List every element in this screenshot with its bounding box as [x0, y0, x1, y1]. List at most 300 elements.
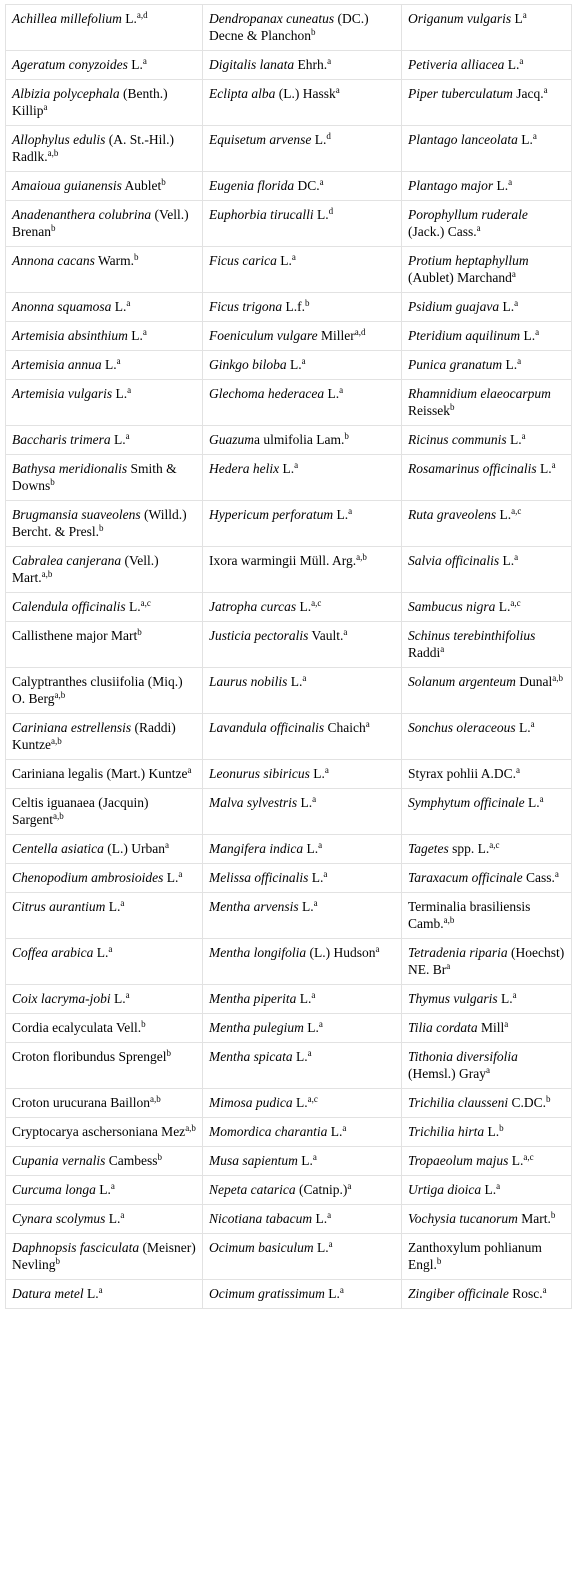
- species-cell: [402, 1234, 572, 1280]
- reference-superscript: b: [450, 402, 455, 412]
- species-cell: [402, 1043, 572, 1089]
- species-name: Melissa officinalis: [209, 870, 309, 885]
- authority-text: L.: [111, 299, 127, 314]
- authority-text: L.: [520, 328, 536, 343]
- species-name: Ginkgo biloba: [209, 357, 287, 372]
- authority-text: Dunal: [515, 674, 553, 689]
- reference-superscript: a: [440, 644, 445, 654]
- reference-superscript: b: [99, 523, 104, 533]
- species-cell: [6, 1014, 203, 1043]
- table-row: [6, 547, 572, 593]
- table-row: [6, 380, 572, 426]
- reference-superscript: a,b: [149, 1094, 161, 1104]
- species-name: Rosamarinus officinalis: [408, 461, 537, 476]
- reference-superscript: a: [311, 990, 316, 1000]
- reference-superscript: a,c: [489, 840, 500, 850]
- species-name: Sambucus nigra: [408, 599, 496, 614]
- species-cell: [203, 985, 402, 1014]
- species-cell: [203, 593, 402, 622]
- species-name: Allophylus edulis: [12, 132, 106, 147]
- reference-superscript: a: [508, 177, 513, 187]
- authority-text: L.: [484, 1124, 500, 1139]
- table-row: [6, 789, 572, 835]
- species-cell: [203, 293, 402, 322]
- reference-superscript: a,b: [50, 736, 62, 746]
- species-cell: [402, 51, 572, 80]
- species-cell: [402, 593, 572, 622]
- reference-superscript: a: [519, 56, 524, 66]
- species-cell: [6, 789, 203, 835]
- species-name: Coffea arabica: [12, 945, 94, 960]
- species-name: Euphorbia tirucalli: [209, 207, 314, 222]
- authority-text: (Raddi) Kuntze: [12, 720, 176, 752]
- species-cell: [203, 835, 402, 864]
- species-cell: [402, 322, 572, 351]
- authority-text: L.: [83, 1286, 99, 1301]
- authority-text: (L.) Urban: [103, 841, 165, 856]
- table-row: [6, 293, 572, 322]
- reference-superscript: b: [436, 1256, 442, 1266]
- reference-superscript: a: [327, 56, 332, 66]
- species-cell: [203, 1234, 402, 1280]
- reference-superscript: a: [365, 719, 370, 729]
- species-name: Annona cacans: [12, 253, 95, 268]
- reference-superscript: a: [120, 898, 125, 908]
- species-name: Anadenanthera colubrina: [12, 207, 152, 222]
- reference-superscript: a: [312, 794, 317, 804]
- authority-text: Calyptranthes clusiifolia (Miq.) O. Berg: [12, 674, 183, 706]
- species-cell: [402, 714, 572, 760]
- table-row: [6, 939, 572, 985]
- species-cell: [203, 1043, 402, 1089]
- species-name: Guazum: [209, 432, 255, 447]
- authority-text: L.: [105, 899, 121, 914]
- species-cell: [6, 864, 203, 893]
- species-cell: [203, 126, 402, 172]
- authority-text: Terminalia brasiliensis Camb.: [408, 899, 531, 931]
- species-name: Ficus carica: [209, 253, 277, 268]
- species-cell: [203, 247, 402, 293]
- authority-text: L.: [504, 57, 520, 72]
- species-name: Ocimum gratissimum: [209, 1286, 325, 1301]
- reference-superscript: a,c: [510, 598, 521, 608]
- species-name: Nicotiana tabacum: [209, 1211, 313, 1226]
- reference-superscript: b: [161, 177, 166, 187]
- species-cell: [203, 760, 402, 789]
- reference-superscript: b: [550, 1210, 556, 1220]
- reference-superscript: b: [50, 477, 55, 487]
- species-name: Dendropanax cuneatus: [209, 11, 335, 26]
- authority-text: L.: [93, 945, 109, 960]
- authority-text: L.: [481, 1182, 497, 1197]
- authority-text: Cordia ecalyculata Vell.: [12, 1020, 142, 1035]
- authority-text: L.: [308, 870, 324, 885]
- authority-text: L.: [495, 599, 511, 614]
- reference-superscript: b: [499, 1123, 504, 1133]
- table-row: [6, 51, 572, 80]
- species-name: Tropaeolum majus: [408, 1153, 509, 1168]
- species-cell: [402, 1147, 572, 1176]
- species-cell: [203, 547, 402, 593]
- species-cell: [203, 201, 402, 247]
- authority-text: Mart.: [517, 1211, 551, 1226]
- table-row: [6, 201, 572, 247]
- species-name: Artemisia absinthium: [12, 328, 128, 343]
- authority-text: L.: [127, 57, 143, 72]
- species-name: Mentha longifolia: [209, 945, 307, 960]
- authority-text: Cass.: [522, 870, 555, 885]
- table-row: [6, 1043, 572, 1089]
- species-cell: [6, 322, 203, 351]
- species-name: Centella asiatica: [12, 841, 104, 856]
- reference-superscript: a: [126, 298, 131, 308]
- reference-superscript: b: [134, 252, 139, 262]
- species-cell: [203, 1147, 402, 1176]
- species-name: Plantago lanceolata: [408, 132, 518, 147]
- species-cell: [402, 622, 572, 668]
- species-cell: [402, 501, 572, 547]
- reference-superscript: a: [318, 840, 323, 850]
- table-row: [6, 426, 572, 455]
- species-cell: [6, 501, 203, 547]
- reference-superscript: a: [542, 1285, 547, 1295]
- authority-text: L.: [499, 299, 515, 314]
- authority-text: L.: [163, 870, 179, 885]
- species-cell: [402, 5, 572, 51]
- species-name: Trichilia hirta: [408, 1124, 485, 1139]
- species-cell: [402, 247, 572, 293]
- species-name: Citrus aurantium: [12, 899, 106, 914]
- species-name: Coix lacryma-jobi: [12, 991, 111, 1006]
- species-cell: [402, 835, 572, 864]
- authority-text: (Hemsl.) Gray: [408, 1066, 486, 1081]
- authority-text: L.: [303, 1020, 319, 1035]
- species-name: Solanum argenteum: [408, 674, 516, 689]
- table-row: [6, 5, 572, 51]
- species-cell: [203, 939, 402, 985]
- authority-text: Ixora warmingii Müll. Arg.: [209, 553, 357, 568]
- species-name: Cupania vernalis: [12, 1153, 106, 1168]
- species-name: Sonchus oleraceous: [408, 720, 516, 735]
- species-name: Justicia pectoralis: [209, 628, 309, 643]
- species-name: Cynara scolymus: [12, 1211, 106, 1226]
- table-row: [6, 1280, 572, 1309]
- reference-superscript: a: [348, 506, 353, 516]
- species-cell: [6, 760, 203, 789]
- authority-text: (Benth.) Killip: [12, 86, 168, 118]
- reference-superscript: a: [318, 1019, 323, 1029]
- reference-superscript: a,b: [47, 148, 59, 158]
- species-cell: [6, 939, 203, 985]
- reference-superscript: a,d: [354, 327, 366, 337]
- authority-text: Reissek: [408, 403, 450, 418]
- authority-text: L.: [110, 991, 126, 1006]
- authority-text: L.: [127, 328, 143, 343]
- species-name: Artemisia annua: [12, 357, 102, 372]
- reference-superscript: a: [539, 794, 544, 804]
- species-cell: [203, 172, 402, 201]
- species-name: Daphnopsis fasciculata: [12, 1240, 140, 1255]
- authority-text: (L.) Hudson: [306, 945, 376, 960]
- authority-text: (Meisner) Nevling: [12, 1240, 196, 1272]
- species-name: Mentha pulegium: [209, 1020, 304, 1035]
- authority-text: L.: [324, 1286, 340, 1301]
- authority-text: (Vell.) Mart.: [12, 553, 159, 585]
- reference-superscript: b: [137, 627, 142, 637]
- reference-superscript: a: [302, 673, 307, 683]
- species-cell: [6, 80, 203, 126]
- reference-superscript: a,b: [185, 1123, 196, 1133]
- species-cell: [6, 985, 203, 1014]
- authority-text: L.: [309, 766, 325, 781]
- species-cell: [203, 322, 402, 351]
- table-row: [6, 1205, 572, 1234]
- table-row: [6, 247, 572, 293]
- species-name: Datura metel: [12, 1286, 84, 1301]
- authority-text: L.: [287, 674, 303, 689]
- authority-text: L.: [303, 841, 319, 856]
- table-row: [6, 622, 572, 668]
- species-cell: [6, 1234, 203, 1280]
- reference-superscript: b: [546, 1094, 551, 1104]
- reference-superscript: a: [178, 869, 183, 879]
- species-name: Mentha arvensis: [209, 899, 299, 914]
- species-name: Petiveria alliacea: [408, 57, 505, 72]
- species-cell: [402, 668, 572, 714]
- species-name: Eugenia florida: [209, 178, 295, 193]
- species-cell: [6, 1280, 203, 1309]
- reference-superscript: a: [343, 627, 348, 637]
- species-name: Vochysia tucanorum: [408, 1211, 518, 1226]
- reference-superscript: a,d: [136, 10, 148, 20]
- species-name: Tetradenia riparia: [408, 945, 508, 960]
- authority-text: L.: [125, 599, 141, 614]
- table-row: [6, 864, 572, 893]
- reference-superscript: a,b: [356, 552, 367, 562]
- species-name: Ficus trigona: [209, 299, 283, 314]
- authority-text: Callisthene major Mart: [12, 628, 138, 643]
- species-cell: [6, 835, 203, 864]
- species-cell: [6, 172, 203, 201]
- species-name: Ocimum basiculum: [209, 1240, 314, 1255]
- table-row: [6, 1234, 572, 1280]
- species-name: Mangifera indica: [209, 841, 304, 856]
- authority-text: Rosc.: [508, 1286, 543, 1301]
- species-cell: [6, 201, 203, 247]
- species-cell: [203, 1176, 402, 1205]
- species-cell: [6, 1176, 203, 1205]
- species-cell: [203, 893, 402, 939]
- reference-superscript: a: [313, 898, 318, 908]
- authority-text: L.: [292, 1095, 308, 1110]
- reference-superscript: a: [476, 223, 481, 233]
- species-cell: [402, 126, 572, 172]
- authority-text: Cariniana legalis (Mart.) Kuntze: [12, 766, 188, 781]
- authority-text: L.: [515, 720, 531, 735]
- authority-text: L.: [121, 11, 137, 26]
- species-name: Curcuma longa: [12, 1182, 96, 1197]
- authority-text: (Catnip.): [295, 1182, 348, 1197]
- reference-superscript: a,c: [311, 598, 322, 608]
- species-cell: [402, 351, 572, 380]
- table-row: [6, 351, 572, 380]
- authority-text: (A. St.-Hil.) Radlk.: [12, 132, 174, 164]
- authority-text: a ulmifolia Lam.: [254, 432, 345, 447]
- authority-text: L.: [296, 991, 312, 1006]
- species-name: Leonurus sibiricus: [209, 766, 310, 781]
- table-row: [6, 126, 572, 172]
- species-name: Bathysa meridionalis: [12, 461, 128, 476]
- authority-text: Miller: [317, 328, 355, 343]
- authority-text: L.: [497, 991, 513, 1006]
- species-cell: [402, 760, 572, 789]
- species-name: Calendula officinalis: [12, 599, 126, 614]
- species-cell: [203, 351, 402, 380]
- species-cell: [6, 51, 203, 80]
- authority-text: L.: [286, 357, 302, 372]
- species-cell: [203, 501, 402, 547]
- reference-superscript: a: [504, 1019, 509, 1029]
- authority-text: (Willd.) Bercht. & Presl.: [12, 507, 187, 539]
- authority-text: (Vell.) Brenan: [12, 207, 189, 239]
- species-name: Origanum vulgaris: [408, 11, 512, 26]
- table-row: [6, 1176, 572, 1205]
- authority-text: L.: [110, 432, 126, 447]
- species-cell: [6, 668, 203, 714]
- authority-text: Mill: [477, 1020, 505, 1035]
- reference-superscript: a: [512, 990, 517, 1000]
- species-cell: [402, 293, 572, 322]
- species-cell: [402, 939, 572, 985]
- species-name: Hypericum perforatum: [209, 507, 334, 522]
- species-cell: [203, 455, 402, 501]
- authority-text: Croton floribundus Sprengel: [12, 1049, 167, 1064]
- authority-text: L.: [297, 795, 313, 810]
- species-name: Ruta graveolens: [408, 507, 497, 522]
- species-name: Trichilia clausseni: [408, 1095, 509, 1110]
- authority-text: Croton urucurana Baillon: [12, 1095, 150, 1110]
- reference-superscript: a,b: [443, 915, 455, 925]
- reference-superscript: a: [328, 1239, 333, 1249]
- species-name: Schinus terebinthifolius: [408, 628, 536, 643]
- species-name: Glechoma hederacea: [209, 386, 325, 401]
- table-row: [6, 1118, 572, 1147]
- table-row: [6, 714, 572, 760]
- species-cell: [6, 247, 203, 293]
- reference-superscript: a: [108, 944, 113, 954]
- species-table: [5, 4, 572, 1309]
- reference-superscript: b: [310, 27, 316, 37]
- authority-text: (DC.) Decne & Planchon: [209, 11, 369, 43]
- species-cell: [203, 426, 402, 455]
- reference-superscript: a: [339, 1285, 344, 1295]
- reference-superscript: a: [319, 177, 324, 187]
- reference-superscript: a: [120, 1210, 125, 1220]
- table-row: [6, 501, 572, 547]
- authority-text: Ehrh.: [294, 57, 328, 72]
- reference-superscript: a,c: [511, 506, 522, 516]
- species-cell: [402, 1089, 572, 1118]
- table-row: [6, 1014, 572, 1043]
- species-cell: [402, 1014, 572, 1043]
- species-cell: [203, 789, 402, 835]
- species-cell: [6, 351, 203, 380]
- species-cell: [6, 5, 203, 51]
- species-cell: [6, 293, 203, 322]
- reference-superscript: b: [157, 1152, 162, 1162]
- species-cell: [402, 455, 572, 501]
- species-cell: [6, 1205, 203, 1234]
- authority-text: Vault.: [308, 628, 344, 643]
- table-row: [6, 985, 572, 1014]
- authority-text: L.: [333, 507, 349, 522]
- species-name: Malva sylvestris: [209, 795, 298, 810]
- species-name: Anonna squamosa: [12, 299, 112, 314]
- reference-superscript: a,c: [523, 1152, 534, 1162]
- reference-superscript: a: [98, 1285, 103, 1295]
- reference-superscript: a: [142, 56, 147, 66]
- authority-text: L.f.: [282, 299, 305, 314]
- species-cell: [203, 864, 402, 893]
- species-cell: [402, 1176, 572, 1205]
- species-name: Mimosa pudica: [209, 1095, 293, 1110]
- authority-text: spp. L.: [448, 841, 490, 856]
- reference-superscript: a: [127, 385, 132, 395]
- authority-text: L.: [499, 553, 515, 568]
- reference-superscript: a: [514, 298, 519, 308]
- reference-superscript: a: [142, 327, 147, 337]
- reference-superscript: a: [335, 85, 340, 95]
- table-row: [6, 760, 572, 789]
- species-cell: [402, 426, 572, 455]
- species-cell: [203, 1089, 402, 1118]
- reference-superscript: a,c: [140, 598, 151, 608]
- species-table-body: [6, 5, 572, 1309]
- authority-text: L.: [298, 899, 314, 914]
- reference-superscript: a: [511, 269, 516, 279]
- authority-text: L.: [324, 386, 340, 401]
- table-row: [6, 1147, 572, 1176]
- species-name: Taraxacum officinale: [408, 870, 523, 885]
- species-name: Nepeta catarica: [209, 1182, 296, 1197]
- authority-text: L.: [297, 1153, 313, 1168]
- species-name: Thymus vulgaris: [408, 991, 498, 1006]
- authority-text: Chaich: [324, 720, 366, 735]
- species-cell: [203, 622, 402, 668]
- species-cell: [402, 172, 572, 201]
- table-row: [6, 893, 572, 939]
- reference-superscript: b: [305, 298, 310, 308]
- authority-text: L.: [101, 357, 117, 372]
- reference-superscript: a: [532, 131, 537, 141]
- authority-text: L.: [279, 461, 295, 476]
- table-row: [6, 593, 572, 622]
- authority-text: Raddi: [408, 645, 441, 660]
- species-cell: [402, 201, 572, 247]
- species-cell: [203, 1014, 402, 1043]
- species-name: Digitalis lanata: [209, 57, 295, 72]
- reference-superscript: a: [551, 460, 556, 470]
- authority-text: L.: [292, 1049, 308, 1064]
- reference-superscript: a,b: [54, 690, 66, 700]
- species-name: Chenopodium ambrosioides: [12, 870, 164, 885]
- authority-text: L.: [502, 357, 518, 372]
- species-cell: [6, 426, 203, 455]
- authority-text: Styrax pohlii A.DC.: [408, 766, 517, 781]
- authority-text: L.: [496, 507, 512, 522]
- reference-superscript: d: [328, 206, 334, 216]
- species-cell: [402, 80, 572, 126]
